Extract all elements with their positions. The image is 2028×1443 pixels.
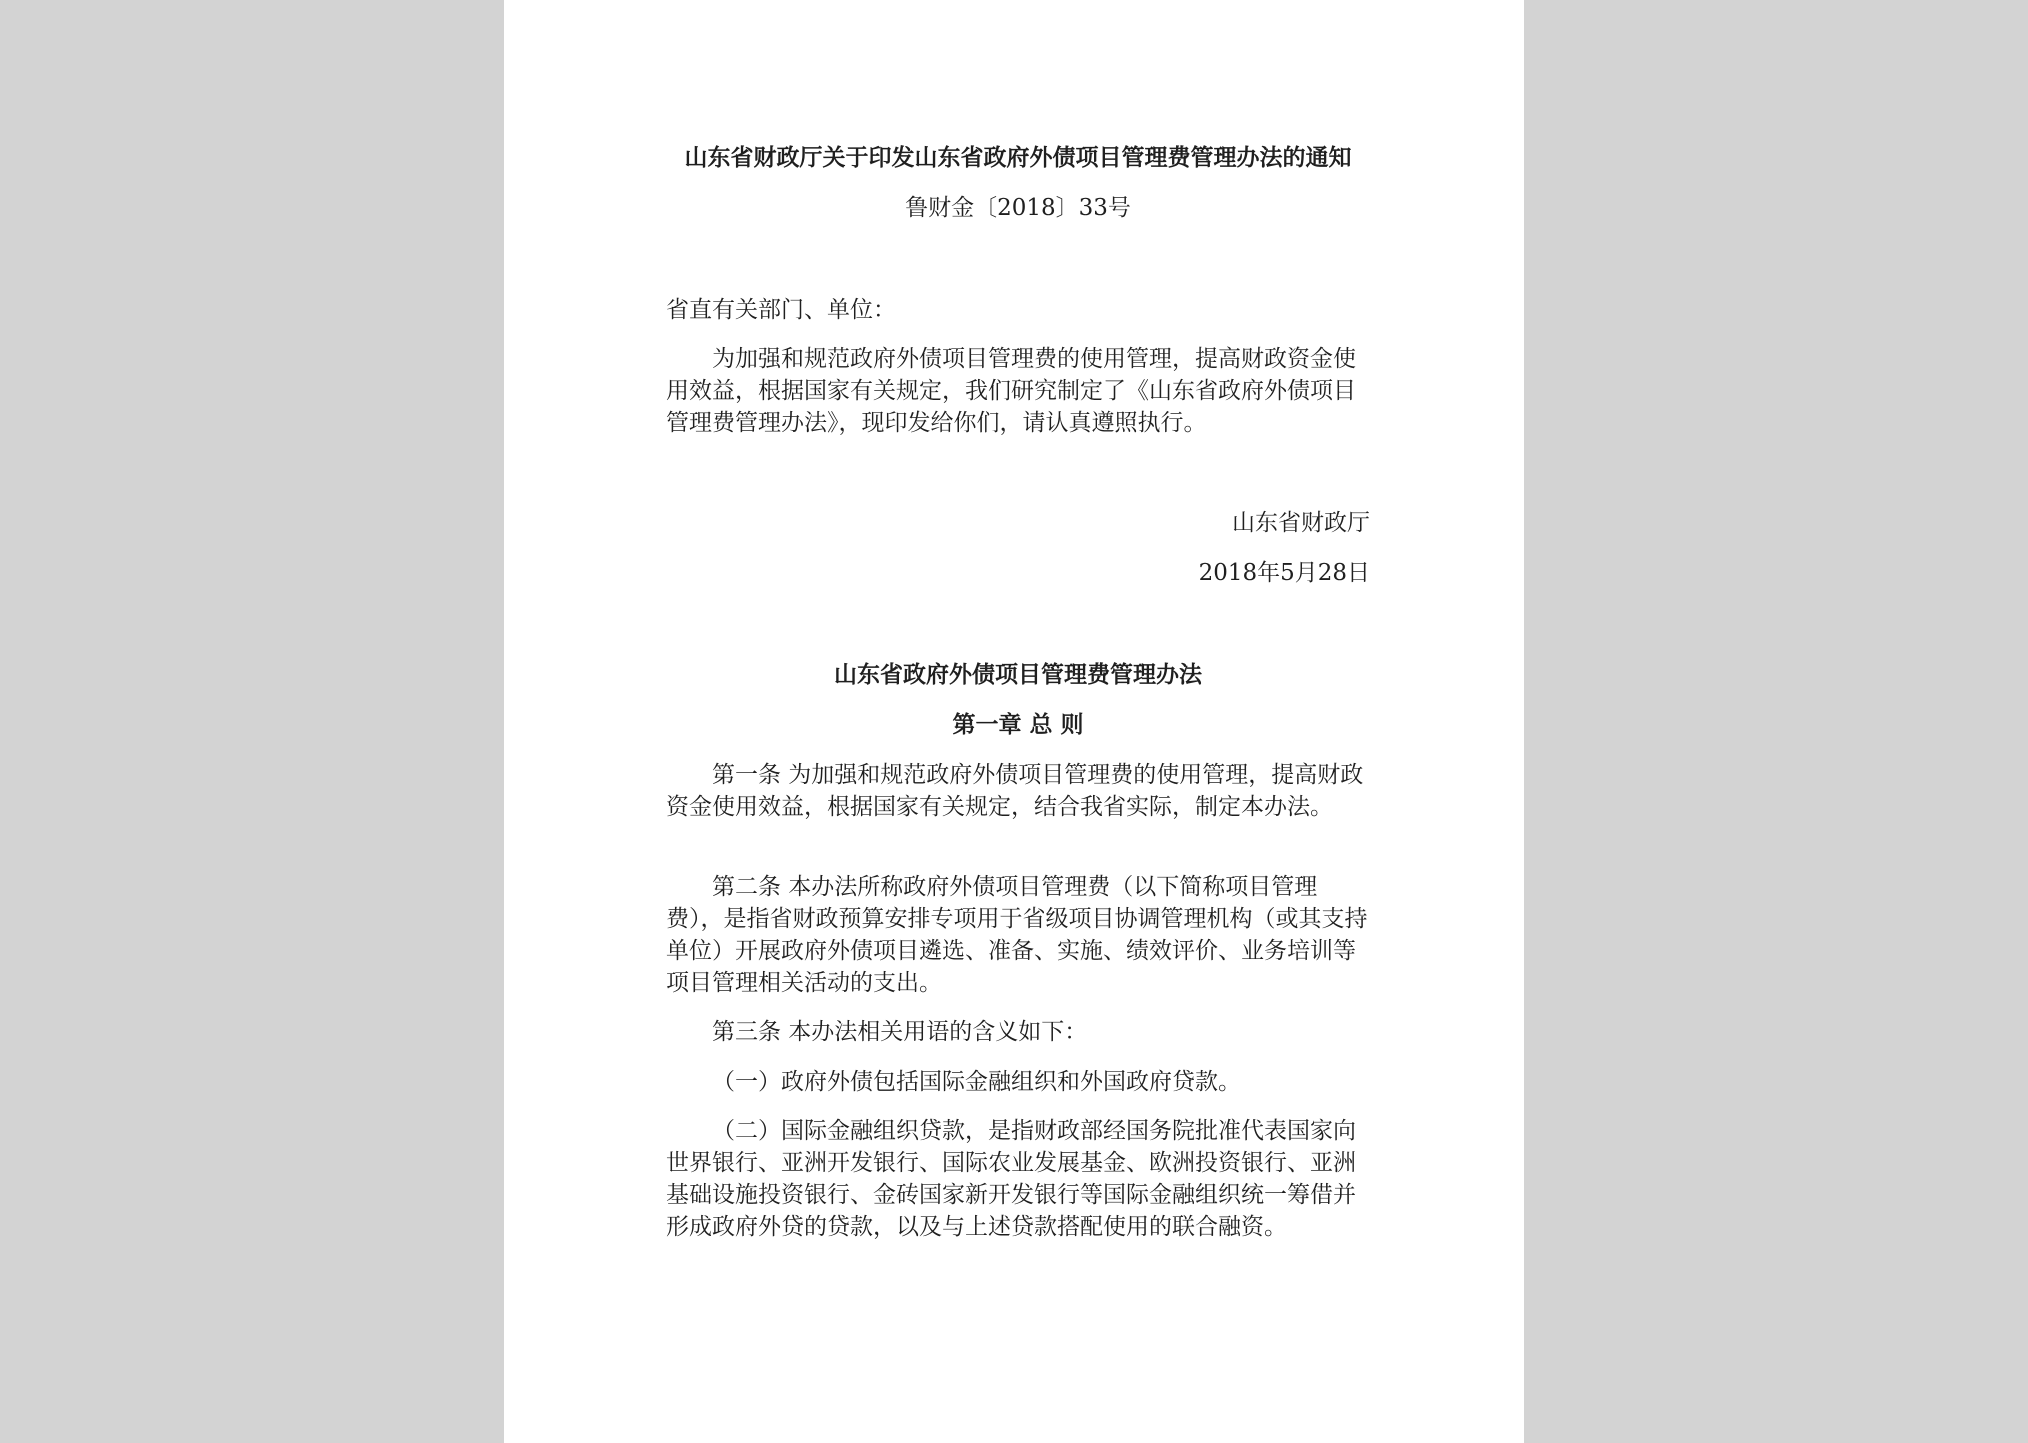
article-3: 第三条 本办法相关用语的含义如下： (712, 1019, 1088, 1045)
chapter-title: 第一章 总 则 (952, 711, 1084, 738)
document-page (504, 0, 1524, 1443)
notice-body: 为加强和规范政府外债项目管理费的使用管理，提高财政资金使用效益，根据国家有关规定，我们研究制定了《山东省政府外债项目管理费管理办法》，现印发给你们，请认真遵照执行。 (666, 346, 1356, 436)
notice-title: 山东省财政厅关于印发山东省政府外债项目管理费管理办法的通知 (684, 144, 1352, 171)
article-1: 第一条 为加强和规范政府外债项目管理费的使用管理，提高财政资金使用效益，根据国家有关规定，结合我省实际，制定本办法。 (666, 762, 1364, 820)
article-2: 第二条 本办法所称政府外债项目管理费（以下简称项目管理费），是指省财政预算安排专项用于省级项目协调管理机构（或其支持单位）开展政府外债项目遴选、准备、实施、绩效评价、业务培训等项目管理相关活动的支出。 (666, 874, 1368, 996)
issuer: 山东省财政厅 (1232, 510, 1370, 536)
issue-date: 2018年5月28日 (1198, 560, 1370, 586)
addressee: 省直有关部门、单位： (666, 297, 896, 323)
article-3-item-1: （一）政府外债包括国际金融组织和外国政府贷款。 (712, 1069, 1241, 1095)
article-3-item-2: （二）国际金融组织贷款，是指财政部经国务院批准代表国家向世界银行、亚洲开发银行、国际农业发展基金、欧洲投资银行、亚洲基础设施投资银行、金砖国家新开发银行等国际金融组织统一筹借并形成政府外贷的贷款，以及与上述贷款搭配使用的联合融资。 (666, 1118, 1356, 1240)
regulation-title: 山东省政府外债项目管理费管理办法 (834, 661, 1202, 688)
document-number: 鲁财金〔2018〕33号 (905, 195, 1131, 221)
